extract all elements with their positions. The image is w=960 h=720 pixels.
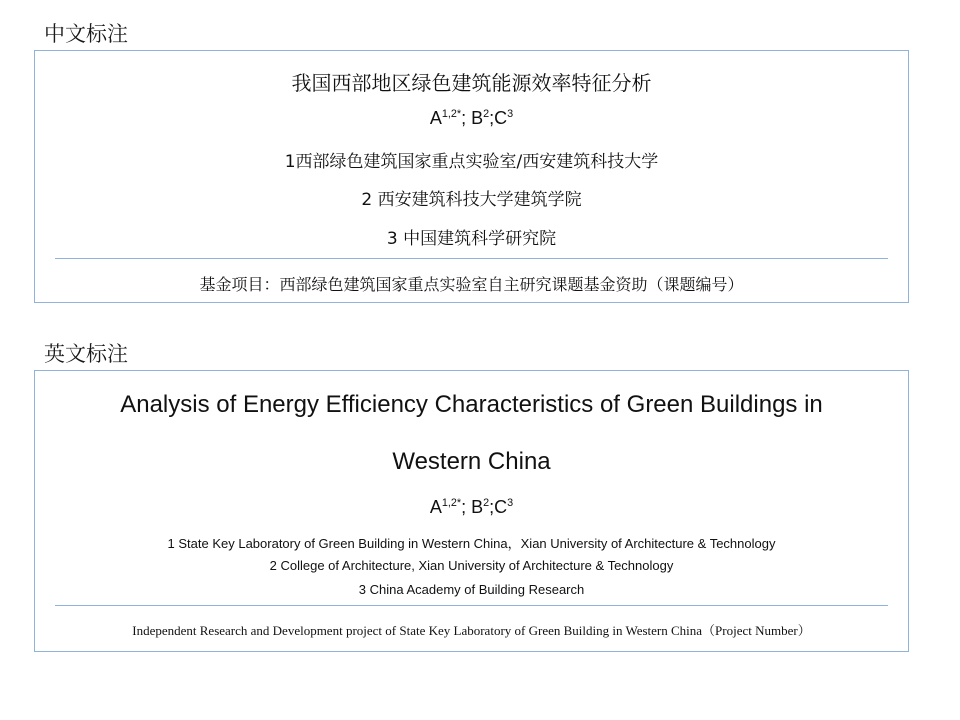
cn-affiliation-2: 2 西安建筑科技大学建筑学院 [361, 190, 582, 210]
cn-paper-title: 我国西部地区绿色建筑能源效率特征分析 [291, 71, 652, 95]
cn-authors [35, 108, 908, 129]
en-annotation-box [34, 370, 909, 652]
author-b-affil: 2 [483, 108, 490, 120]
cn-divider [55, 258, 888, 259]
author-c-affil: 3 [507, 108, 514, 120]
author-a: A [429, 108, 442, 128]
author-b-affil: 2 [483, 497, 490, 509]
author-c: C [494, 108, 508, 128]
author-sep: ; [489, 497, 495, 517]
en-divider [55, 605, 888, 606]
en-funding-note: Independent Research and Development project of State Key Laboratory of Green Building in Western China（Project Number） [132, 623, 811, 638]
en-affiliation-3: 3 China Academy of Building Research [358, 582, 585, 597]
author-a-affil: 1,2* [441, 108, 462, 120]
cn-section-heading: 中文标注 [44, 22, 128, 46]
cn-annotation-box [34, 50, 909, 303]
en-affiliation-1: 1 State Key Laboratory of Green Building in Western China，Xian University of Architecture & Technology [167, 536, 776, 551]
en-affiliation-2: 2 College of Architecture, Xian University of Architecture & Technology [269, 558, 674, 573]
cn-funding-note: 基金项目：西部绿色建筑国家重点实验室自主研究课题基金资助（课题编号） [199, 275, 744, 294]
author-a: A [429, 497, 442, 517]
author-b: B [471, 108, 484, 128]
cn-affiliation-3: 3 中国建筑科学研究院 [386, 229, 557, 249]
en-paper-title-line2: Western China [392, 448, 551, 475]
author-sep: ; [489, 108, 495, 128]
en-authors [35, 497, 908, 518]
cn-affiliation-1: 1西部绿色建筑国家重点实验室/西安建筑科技大学 [284, 152, 659, 172]
en-section-heading: 英文标注 [44, 342, 128, 366]
author-c: C [494, 497, 508, 517]
author-sep: ; [461, 108, 472, 128]
author-sep: ; [461, 497, 472, 517]
author-a-affil: 1,2* [441, 497, 462, 509]
author-c-affil: 3 [507, 497, 514, 509]
en-paper-title-line1: Analysis of Energy Efficiency Characteristics of Green Buildings in [120, 391, 823, 418]
author-b: B [471, 497, 484, 517]
